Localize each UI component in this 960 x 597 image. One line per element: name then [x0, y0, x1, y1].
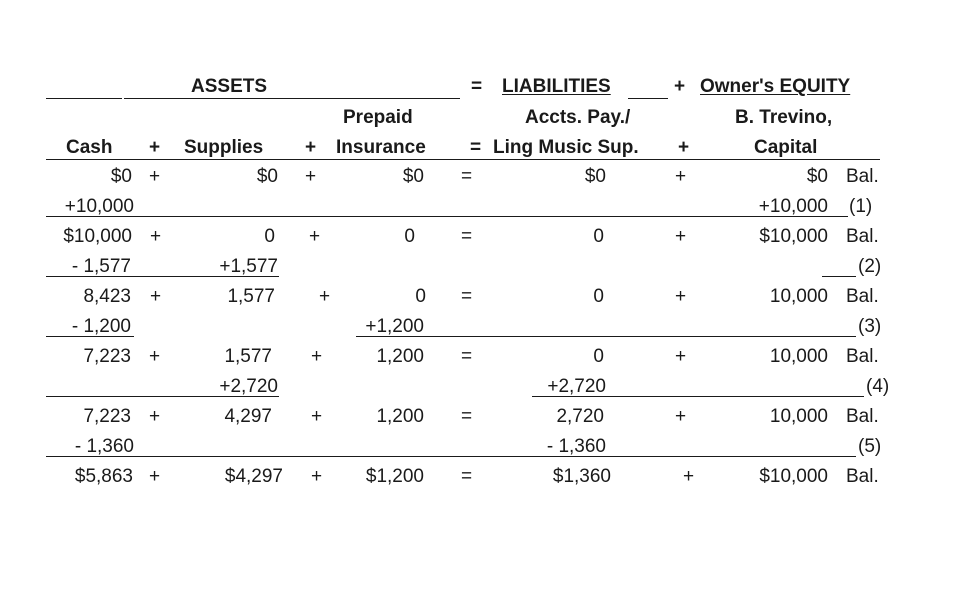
balance-label: Bal.	[846, 286, 879, 307]
capital-cell: +10,000	[758, 196, 828, 217]
transaction-1-rule	[46, 216, 848, 217]
supplies-cell: $4,297	[224, 466, 283, 487]
capital-cell: 10,000	[769, 346, 828, 367]
plus-sign: +	[675, 406, 687, 427]
prepaid-cell: +1,200	[365, 316, 424, 337]
header-assets-rule	[124, 98, 460, 99]
plus-sign: +	[675, 226, 687, 247]
equals-column-header: =	[470, 137, 482, 158]
insurance-column-header: Insurance	[336, 137, 426, 158]
plus-ling-header: +	[678, 137, 690, 158]
plus-sign: +	[149, 466, 161, 487]
supplies-cell: 1,577	[224, 346, 272, 367]
accts-pay-heading: Accts. Pay./	[525, 107, 631, 128]
liabilities-heading: LIABILITIES	[502, 76, 611, 97]
transaction-ref: (2)	[858, 256, 882, 277]
payable-cell: 0	[593, 226, 604, 247]
trevino-heading: B. Trevino,	[735, 107, 833, 128]
prepaid-cell: 1,200	[376, 346, 424, 367]
prepaid-heading: Prepaid	[343, 107, 413, 128]
capital-cell: 10,000	[769, 286, 828, 307]
supplies-cell: 0	[264, 226, 275, 247]
supplies-cell: 4,297	[224, 406, 272, 427]
transaction-ref: (4)	[866, 376, 890, 397]
capital-cell: 10,000	[769, 406, 828, 427]
capital-column-header: Capital	[754, 137, 818, 158]
plus-sign: +	[311, 466, 323, 487]
payable-cell: $0	[584, 166, 606, 187]
transaction-4-rule-right	[532, 396, 864, 397]
assets-heading: ASSETS	[191, 76, 268, 97]
plus-sign: +	[149, 346, 161, 367]
prepaid-cell: 0	[404, 226, 415, 247]
equals-heading: =	[471, 76, 483, 97]
cash-cell: $0	[110, 166, 132, 187]
plus-sign: +	[675, 166, 687, 187]
transaction-5-rule	[46, 456, 856, 457]
plus-sign: +	[149, 166, 161, 187]
balance-label: Bal.	[846, 166, 879, 187]
equals-sign: =	[461, 346, 473, 367]
header-liabilities-rule	[628, 98, 668, 99]
payable-cell: $1,360	[552, 466, 611, 487]
balance-label: Bal.	[846, 226, 879, 247]
supplies-cell: +2,720	[219, 376, 278, 397]
payable-cell: 0	[593, 286, 604, 307]
plus-sign: +	[683, 466, 695, 487]
plus-sign: +	[150, 286, 162, 307]
supplies-cell: +1,577	[219, 256, 278, 277]
equals-sign: =	[461, 166, 473, 187]
cash-cell: 8,423	[83, 286, 131, 307]
header-left-rule	[46, 98, 122, 99]
transaction-ref: (3)	[858, 316, 882, 337]
cash-cell: $10,000	[63, 226, 132, 247]
transaction-3-rule-right	[356, 336, 856, 337]
cash-cell: 7,223	[83, 406, 131, 427]
transaction-2-rule-left	[46, 276, 279, 277]
cash-column-header: Cash	[66, 137, 113, 158]
payable-cell: +2,720	[547, 376, 606, 397]
supplies-cell: $0	[256, 166, 278, 187]
capital-cell: $10,000	[759, 466, 828, 487]
prepaid-cell: 1,200	[376, 406, 424, 427]
ling-column-header: Ling Music Sup.	[493, 137, 639, 158]
payable-cell: 2,720	[556, 406, 604, 427]
plus-sign: +	[305, 166, 317, 187]
owners-equity-heading: Owner's EQUITY	[700, 76, 851, 97]
cash-cell: - 1,200	[71, 316, 131, 337]
equals-sign: =	[461, 226, 473, 247]
plus-sign: +	[309, 226, 321, 247]
prepaid-cell: 0	[415, 286, 426, 307]
balance-label: Bal.	[846, 406, 879, 427]
cash-cell: +10,000	[64, 196, 134, 217]
transaction-4-rule-left	[46, 396, 279, 397]
payable-cell: - 1,360	[546, 436, 606, 457]
plus-sign: +	[675, 286, 687, 307]
transaction-ref: (1)	[849, 196, 873, 217]
plus-sign: +	[150, 226, 162, 247]
cash-cell: - 1,360	[74, 436, 134, 457]
plus-heading: +	[674, 76, 686, 97]
balance-label: Bal.	[846, 346, 879, 367]
prepaid-cell: $0	[402, 166, 424, 187]
transaction-2-rule-right	[822, 276, 856, 277]
capital-cell: $0	[806, 166, 828, 187]
plus-supplies-header: +	[305, 137, 317, 158]
equals-sign: =	[461, 286, 473, 307]
plus-cash-header: +	[149, 137, 161, 158]
prepaid-cell: $1,200	[365, 466, 424, 487]
plus-sign: +	[675, 346, 687, 367]
cash-cell: - 1,577	[71, 256, 131, 277]
capital-cell: $10,000	[759, 226, 828, 247]
plus-sign: +	[311, 346, 323, 367]
transaction-3-rule-left	[46, 336, 134, 337]
plus-sign: +	[149, 406, 161, 427]
header-bottom-rule	[46, 159, 880, 160]
payable-cell: 0	[593, 346, 604, 367]
cash-cell: $5,863	[74, 466, 133, 487]
plus-sign: +	[319, 286, 331, 307]
cash-cell: 7,223	[83, 346, 131, 367]
plus-sign: +	[311, 406, 323, 427]
equals-sign: =	[461, 466, 473, 487]
supplies-column-header: Supplies	[184, 137, 264, 158]
supplies-cell: 1,577	[227, 286, 275, 307]
balance-label: Bal.	[846, 466, 879, 487]
equals-sign: =	[461, 406, 473, 427]
transaction-ref: (5)	[858, 436, 882, 457]
